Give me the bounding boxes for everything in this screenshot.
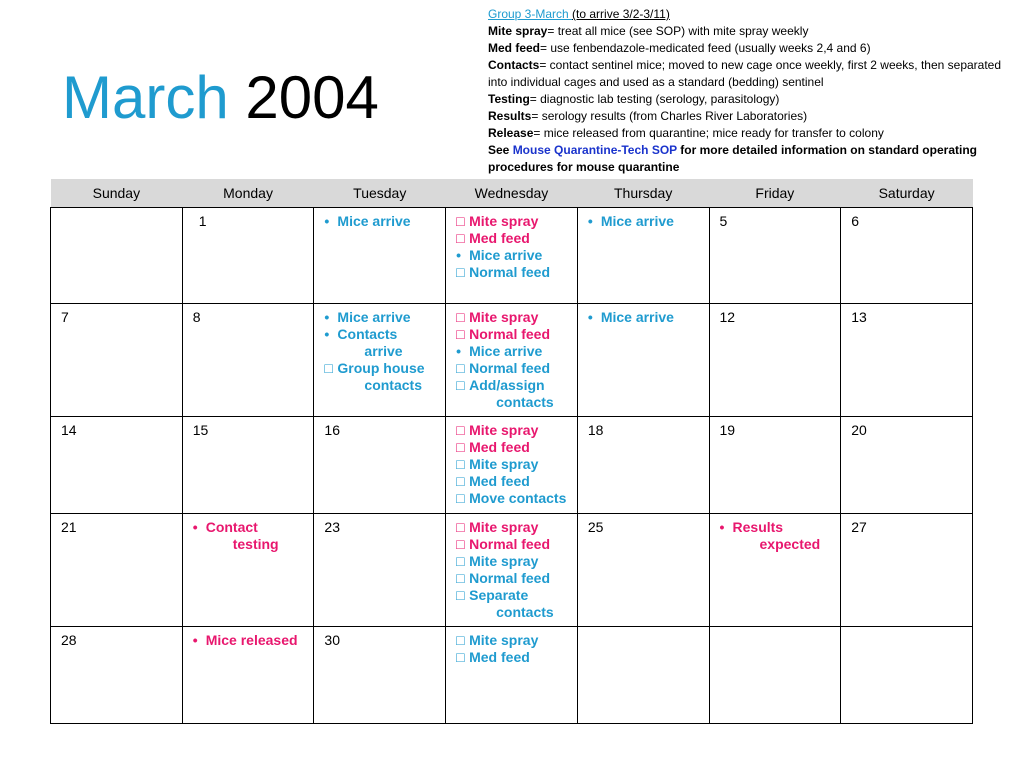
event-text: Med feed (469, 649, 530, 665)
event-text: Mite spray (469, 632, 539, 648)
calendar-day-cell[interactable] (51, 417, 183, 514)
calendar-week-row (51, 514, 973, 627)
weekday-header: Wednesday (446, 179, 578, 208)
calendar-day-cell[interactable] (577, 514, 709, 627)
event-text: Normal feed (469, 326, 551, 342)
checkbox-icon: □ (456, 553, 465, 569)
calendar-day-cell[interactable] (51, 304, 183, 417)
calendar-event (456, 490, 571, 507)
calendar-event (588, 213, 703, 230)
calendar-day-cell[interactable] (314, 304, 446, 417)
legend-def: = treat all mice (see SOP) with mite spray weekly (547, 24, 809, 38)
bullet-icon: • (456, 247, 462, 263)
calendar-event (456, 377, 571, 394)
day-number: 13 (851, 309, 867, 325)
calendar-event (456, 264, 571, 281)
legend-term: Mite spray (488, 24, 548, 38)
bullet-icon: • (587, 309, 593, 325)
title-year: 2004 (245, 64, 379, 131)
day-number: 15 (192, 422, 209, 438)
group-dates: (to arrive 3/2-3/11) (572, 7, 670, 21)
legend-def: = contact sentinel mice; moved to new cage once weekly, first 2 weeks, then separated into individual cages and used as a standard (bedding) sentinel (488, 58, 1002, 89)
calendar-event (456, 439, 571, 456)
event-text-continued: contacts (496, 394, 554, 410)
legend-see-rest: for more detailed information on standard operating procedures for mouse quarantine (488, 143, 977, 174)
event-text: Contact (205, 519, 258, 535)
calendar-event (456, 649, 571, 666)
weekday-header: Thursday (577, 179, 709, 208)
day-number: 14 (61, 422, 77, 438)
checkbox-icon: □ (456, 587, 465, 603)
calendar-event (456, 213, 571, 230)
event-text: Mice arrive (337, 213, 411, 229)
checkbox-icon: □ (456, 213, 465, 229)
legend (488, 6, 1018, 176)
day-number: 16 (324, 422, 340, 438)
checkbox-icon: □ (456, 377, 465, 393)
calendar-event (324, 326, 439, 343)
checkbox-icon: □ (456, 490, 465, 506)
calendar-day-cell[interactable] (577, 417, 709, 514)
calendar-event (456, 343, 571, 360)
calendar-day-cell[interactable] (182, 627, 314, 724)
event-text: Mice arrive (469, 247, 543, 263)
bullet-icon: • (587, 213, 593, 229)
calendar-event (588, 309, 703, 326)
day-number: 28 (61, 632, 77, 648)
event-text: Mice arrive (600, 213, 674, 229)
calendar-day-cell[interactable] (51, 208, 183, 304)
day-number: 20 (851, 422, 867, 438)
calendar-day-cell[interactable] (51, 514, 183, 627)
calendar-event (456, 587, 571, 604)
calendar-day-cell[interactable] (577, 627, 709, 724)
event-text: Med feed (469, 230, 530, 246)
legend-term: Contacts (488, 58, 540, 72)
weekday-header: Tuesday (314, 179, 446, 208)
checkbox-icon: □ (456, 360, 465, 376)
legend-term: Results (488, 109, 532, 123)
event-text: Move contacts (469, 490, 567, 506)
checkbox-icon: □ (456, 473, 465, 489)
legend-term: Testing (488, 92, 530, 106)
calendar-day-cell[interactable] (841, 417, 973, 514)
weekday-header: Saturday (841, 179, 973, 208)
calendar-day-cell[interactable] (709, 417, 841, 514)
checkbox-icon: □ (324, 360, 333, 376)
calendar-event (324, 309, 439, 326)
legend-def: = use fenbendazole-medicated feed (usually weeks 2,4 and 6) (540, 41, 871, 55)
calendar-event (324, 213, 439, 230)
checkbox-icon: □ (456, 456, 465, 472)
event-text-continued: arrive (364, 343, 403, 359)
calendar-day-cell[interactable] (314, 208, 446, 304)
bullet-icon: • (324, 213, 330, 229)
event-text: Mite spray (469, 422, 539, 438)
calendar-day-cell[interactable] (577, 208, 709, 304)
day-number: 7 (61, 309, 69, 325)
event-text: Mite spray (469, 309, 539, 325)
calendar-week-row (51, 208, 973, 304)
calendar-day-cell[interactable] (577, 304, 709, 417)
calendar-event (720, 519, 835, 536)
calendar-day-cell[interactable] (841, 627, 973, 724)
calendar-day-cell[interactable] (709, 514, 841, 627)
calendar-day-cell[interactable] (709, 304, 841, 417)
event-text: Normal feed (469, 570, 551, 586)
calendar-event (456, 519, 571, 536)
page-title (62, 62, 379, 134)
calendar-day-cell[interactable] (446, 627, 578, 724)
calendar-day-cell[interactable] (446, 514, 578, 627)
calendar-event (456, 230, 571, 247)
calendar-week-row (51, 627, 973, 724)
event-text: Mite spray (469, 553, 539, 569)
day-number: 21 (61, 519, 77, 535)
bullet-icon: • (719, 519, 725, 535)
checkbox-icon: □ (456, 309, 465, 325)
calendar-day-cell[interactable] (314, 514, 446, 627)
calendar-event (456, 553, 571, 570)
legend-group-line (488, 6, 1018, 23)
checkbox-icon: □ (456, 439, 465, 455)
calendar-day-cell[interactable] (182, 417, 314, 514)
legend-def: = diagnostic lab testing (serology, parasitology) (529, 92, 780, 106)
day-number: 18 (587, 422, 604, 438)
event-text-continued: contacts (496, 604, 554, 620)
sop-link[interactable]: Mouse Quarantine-Tech SOP (512, 143, 677, 157)
event-text-continued: expected (759, 536, 821, 552)
day-number: 19 (719, 422, 736, 438)
day-number: 6 (851, 213, 860, 229)
calendar-table (50, 179, 973, 724)
calendar-day-cell[interactable] (446, 208, 578, 304)
calendar-day-cell[interactable] (709, 627, 841, 724)
day-number: 27 (851, 519, 867, 535)
checkbox-icon: □ (456, 649, 465, 665)
checkbox-icon: □ (456, 570, 465, 586)
calendar-week-row (51, 417, 973, 514)
legend-testing (488, 91, 1018, 108)
calendar-day-cell[interactable] (314, 417, 446, 514)
event-text: Med feed (469, 473, 530, 489)
event-text: Normal feed (469, 264, 551, 280)
legend-def: = mice released from quarantine; mice ready for transfer to colony (533, 126, 884, 140)
day-number: 30 (324, 632, 340, 648)
checkbox-icon: □ (456, 422, 465, 438)
event-text: Normal feed (469, 536, 551, 552)
day-number: 1 (198, 213, 207, 229)
calendar-day-cell[interactable] (841, 514, 973, 627)
calendar-event (324, 360, 439, 377)
event-text: Mite spray (469, 213, 539, 229)
event-text: Mice released (205, 632, 298, 648)
event-text: Mice arrive (469, 343, 543, 359)
legend-see-sop (488, 142, 1018, 176)
calendar-event (456, 360, 571, 377)
calendar-event (456, 473, 571, 490)
checkbox-icon: □ (456, 326, 465, 342)
legend-def: = serology results (from Charles River Laboratories) (531, 109, 808, 123)
calendar-event (456, 247, 571, 264)
legend-med-feed (488, 40, 1018, 57)
calendar-body (51, 208, 973, 724)
calendar-day-cell[interactable] (446, 304, 578, 417)
event-text: Contacts (337, 326, 398, 342)
checkbox-icon: □ (456, 519, 465, 535)
legend-contacts (488, 57, 1018, 91)
calendar-day-cell[interactable] (709, 208, 841, 304)
weekday-header: Friday (709, 179, 841, 208)
calendar-day-cell[interactable] (841, 304, 973, 417)
weekday-header: Monday (182, 179, 314, 208)
event-text: Normal feed (469, 360, 551, 376)
bullet-icon: • (324, 326, 330, 342)
checkbox-icon: □ (456, 230, 465, 246)
event-text: Med feed (469, 439, 530, 455)
bullet-icon: • (192, 632, 198, 648)
event-text: Mice arrive (337, 309, 411, 325)
legend-release (488, 125, 1018, 142)
event-text-continued: contacts (364, 377, 422, 393)
bullet-icon: • (456, 343, 462, 359)
day-number: 23 (324, 519, 340, 535)
weekday-header-row (51, 179, 973, 208)
event-text: Results (732, 519, 784, 535)
event-text: Group house (337, 360, 425, 376)
legend-term: Release (488, 126, 534, 140)
bullet-icon: • (192, 519, 198, 535)
calendar-event (456, 456, 571, 473)
checkbox-icon: □ (456, 536, 465, 552)
event-text: Mice arrive (600, 309, 674, 325)
day-number: 25 (587, 519, 604, 535)
event-text-continued: testing (232, 536, 279, 552)
calendar-day-cell[interactable] (446, 417, 578, 514)
calendar-event (456, 536, 571, 553)
checkbox-icon: □ (456, 264, 465, 280)
event-text: Add/assign (469, 377, 545, 393)
calendar-day-cell[interactable] (182, 208, 314, 304)
calendar-day-cell[interactable] (841, 208, 973, 304)
day-number: 12 (719, 309, 736, 325)
event-text: Separate (469, 587, 529, 603)
event-text: Mite spray (469, 519, 539, 535)
calendar-week-row (51, 304, 973, 417)
calendar-event (193, 632, 308, 649)
legend-results (488, 108, 1018, 125)
calendar-day-cell[interactable] (182, 304, 314, 417)
day-number: 8 (192, 309, 201, 325)
checkbox-icon: □ (456, 632, 465, 648)
legend-see: See (488, 143, 513, 157)
calendar-event (456, 326, 571, 343)
legend-mite-spray (488, 23, 1018, 40)
calendar-event (456, 422, 571, 439)
calendar-day-cell[interactable] (51, 627, 183, 724)
event-text: Mite spray (469, 456, 539, 472)
calendar-event (456, 309, 571, 326)
calendar-event (456, 632, 571, 649)
weekday-header: Sunday (51, 179, 183, 208)
calendar-day-cell[interactable] (314, 627, 446, 724)
group-link[interactable]: Group 3-March (488, 7, 573, 21)
day-number: 5 (719, 213, 728, 229)
bullet-icon: • (324, 309, 330, 325)
calendar-event (456, 570, 571, 587)
calendar-event (193, 519, 308, 536)
title-month: March (62, 64, 229, 131)
calendar-day-cell[interactable] (182, 514, 314, 627)
legend-term: Med feed (488, 41, 541, 55)
